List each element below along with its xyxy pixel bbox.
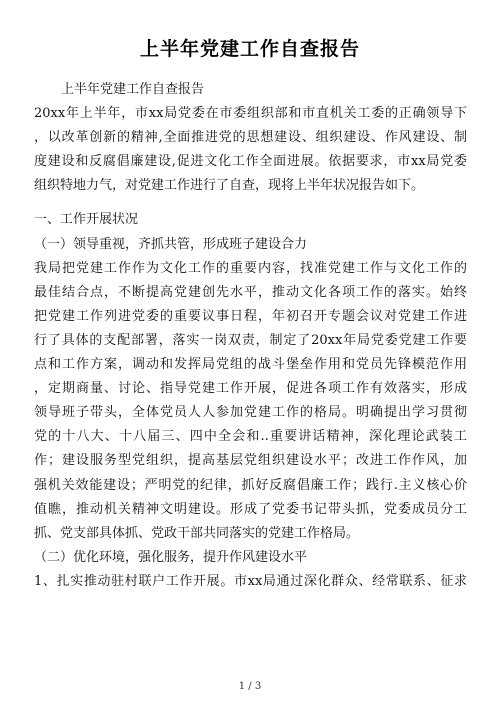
- text-line: 我局把党建工作作为文化工作的重要内容，找准党建工作与文化工作的: [34, 260, 467, 276]
- text-line: 作；建设服务型党组织，提高基层党组织建设水平；改进工作作风，加: [34, 453, 467, 469]
- text-line: 1、扎实推动驻村联户工作开展。市xx局通过深化群众、经常联系、征求: [34, 573, 467, 589]
- text-line: 党的十八大、十八届三、四中全会和..重要讲话精神，深化理论武装工: [34, 429, 467, 445]
- text-line: 领导班子带头，全体党员人人参加党建工作的格局。明确提出学习贯彻: [34, 405, 467, 421]
- text-line: 强机关效能建设；严明党的纪律，抓好反腐倡廉工作；践行.主义核心价: [34, 477, 467, 493]
- text-line: 最佳结合点，不断提高党建创先水平，推动文化各项工作的落实。始终: [34, 284, 467, 300]
- text-line: ，定期商量、讨论、指导党建工作开展，促进各项工作有效落实，形成: [34, 381, 467, 397]
- text-line: （二）优化环境，强化服务，提升作风建设水平: [34, 549, 308, 565]
- text-line: （一）领导重视，齐抓共管，形成班子建设合力: [34, 236, 308, 252]
- page-number: 1 / 3: [238, 681, 262, 692]
- text-line: 度建设和反腐倡廉建设,促进文化工作全面进展。依据要求，市xx局党委: [34, 154, 467, 170]
- document-title: 上半年党建工作自查报告: [139, 38, 360, 60]
- text-line: ，以改革创新的精神,全面推进党的思想建设、组织建设、作风建设、制: [34, 130, 467, 146]
- text-line: 抓、党支部具体抓、党政干部共同落实的党建工作格局。: [34, 525, 360, 541]
- text-line: 点和工作方案，调动和发挥局党组的战斗堡垒作用和党员先锋模范作用: [34, 357, 467, 373]
- document-body: [34, 78, 467, 594]
- text-line: 行了具体的支配部署，落实一岗双责，制定了20xx年局党委党建工作要: [34, 332, 467, 348]
- text-line: 把党建工作列进党委的重要议事日程，年初召开专题会议对党建工作进: [34, 308, 467, 324]
- text-line: 一、工作开展状况: [34, 212, 139, 228]
- text-line: 值瞧，推动机关精神文明建设。形成了党委书记带头抓，党委成员分工: [34, 501, 467, 517]
- text-line: 上半年党建工作自查报告: [61, 82, 205, 97]
- text-line: 组织特地力气，对党建工作进行了自查，现将上半年状况报告如下。: [34, 178, 425, 194]
- text-line: 20xx年上半年，市xx局党委在市委组织部和市直机关工委的正确领导下: [34, 106, 467, 122]
